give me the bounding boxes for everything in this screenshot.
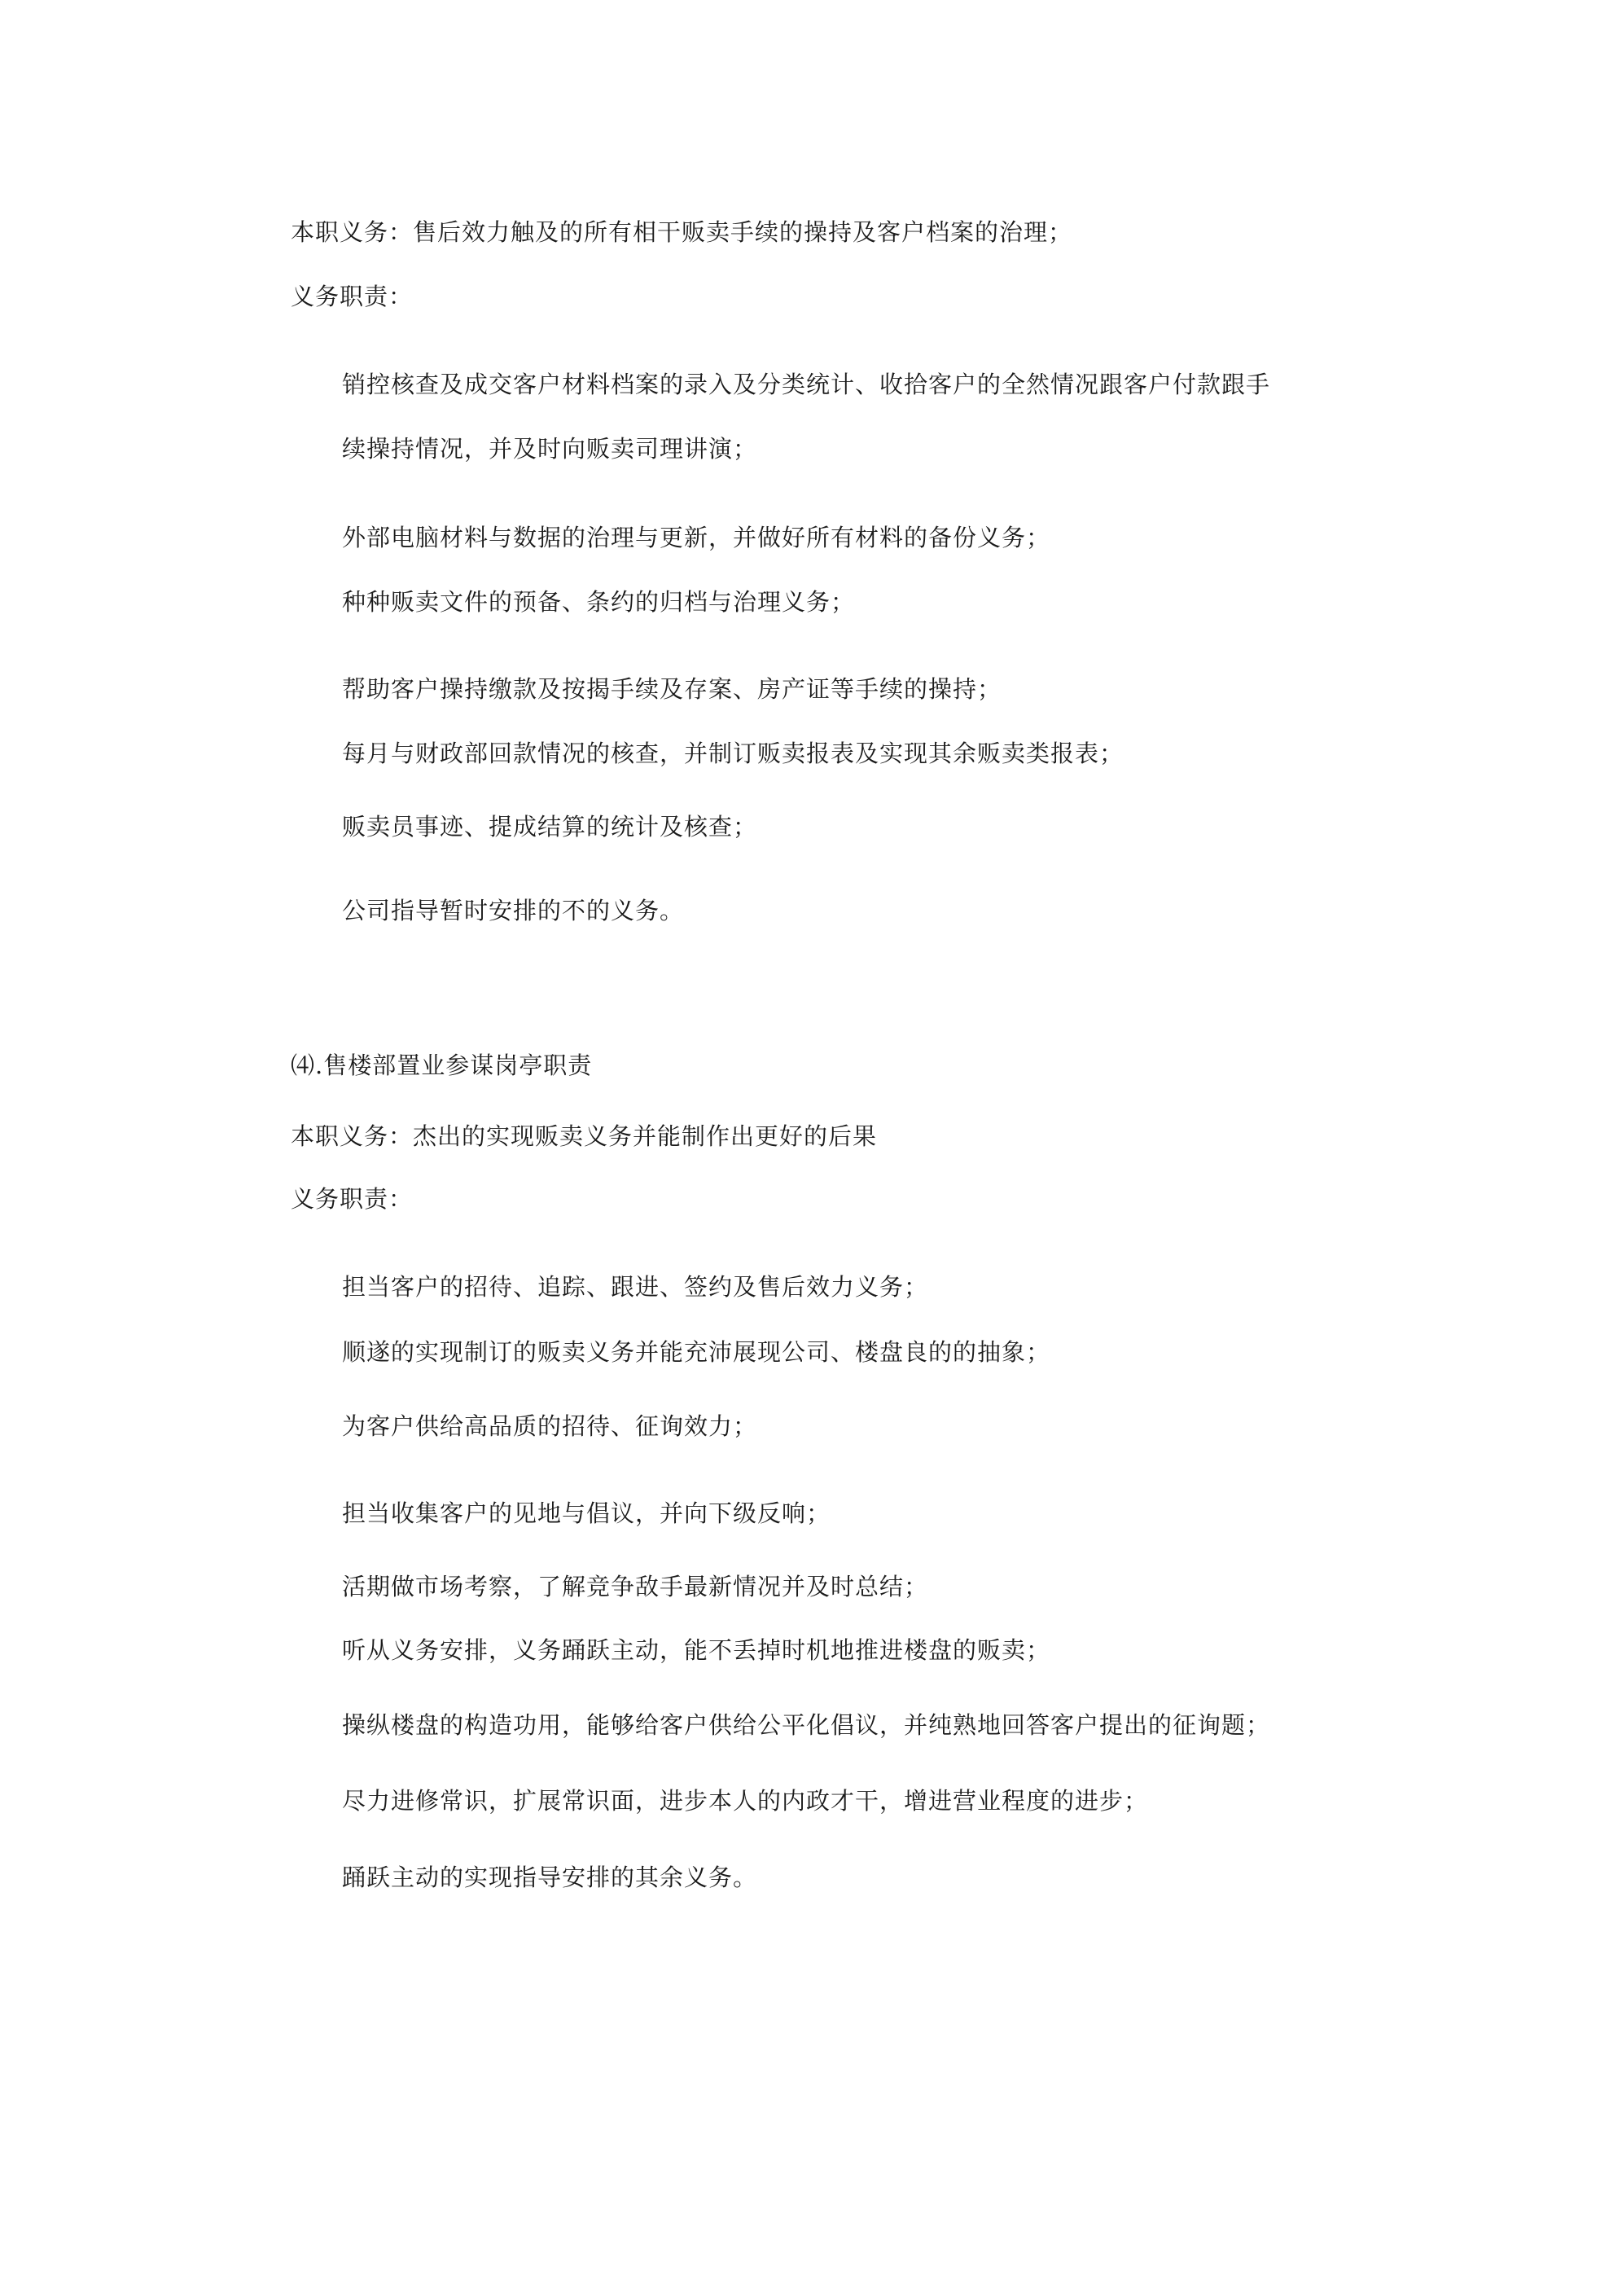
duty-item: 活期做市场考察，了解竞争敌手最新情况并及时总结； [342, 1573, 929, 1600]
duties-heading: 义务职责： [291, 283, 414, 310]
duty-item: 种种贩卖文件的预备、条约的归档与治理义务； [342, 588, 856, 616]
duty-item: 贩卖员事迹、提成结算的统计及核查； [342, 813, 758, 841]
duty-item: 销控核查及成交客户材料档案的录入及分类统计、收拾客户的全然情况跟客户付款跟手 [342, 371, 1271, 398]
duty-item: 担当客户的招待、追踪、跟进、签约及售后效力义务； [342, 1273, 929, 1301]
duty-item-continuation: 续操持情况，并及时向贩卖司理讲演； [342, 435, 758, 463]
duty-item: 踊跃主动的实现指导安排的其余义务。 [342, 1864, 758, 1891]
duty-item: 操纵楼盘的构造功用，能够给客户供给公平化倡议，并纯熟地回答客户提出的征询题； [342, 1711, 1271, 1739]
duty-item: 担当收集客户的见地与倡议，并向下级反响； [342, 1499, 831, 1527]
duty-item: 听从义务安排，义务踊跃主动，能不丢掉时机地推进楼盘的贩卖； [342, 1636, 1051, 1664]
duty-item: 帮助客户操持缴款及按揭手续及存案、房产证等手续的操持； [342, 675, 1002, 703]
main-duty-text: 本职义务：杰出的实现贩卖义务并能制作出更好的后果 [291, 1122, 878, 1150]
duty-item: 每月与财政部回款情况的核查，并制订贩卖报表及实现其余贩卖类报表； [342, 740, 1124, 767]
main-duty-text: 本职义务：售后效力触及的所有相干贩卖手续的操持及客户档案的治理； [291, 218, 1073, 246]
duty-item: 顺遂的实现制订的贩卖义务并能充沛展现公司、楼盘良的的抽象； [342, 1338, 1051, 1366]
duties-heading: 义务职责： [291, 1185, 414, 1213]
duty-item: 尽力进修常识，扩展常识面，进步本人的内政才干，增进营业程度的进步； [342, 1787, 1149, 1815]
duty-item: 外部电脑材料与数据的治理与更新，并做好所有材料的备份义务； [342, 524, 1051, 551]
section-title: ⑷.售楼部置业参谋岗亭职责 [291, 1051, 593, 1079]
duty-item: 公司指导暂时安排的不的义务。 [342, 897, 685, 924]
duty-item: 为客户供给高品质的招待、征询效力； [342, 1412, 758, 1440]
